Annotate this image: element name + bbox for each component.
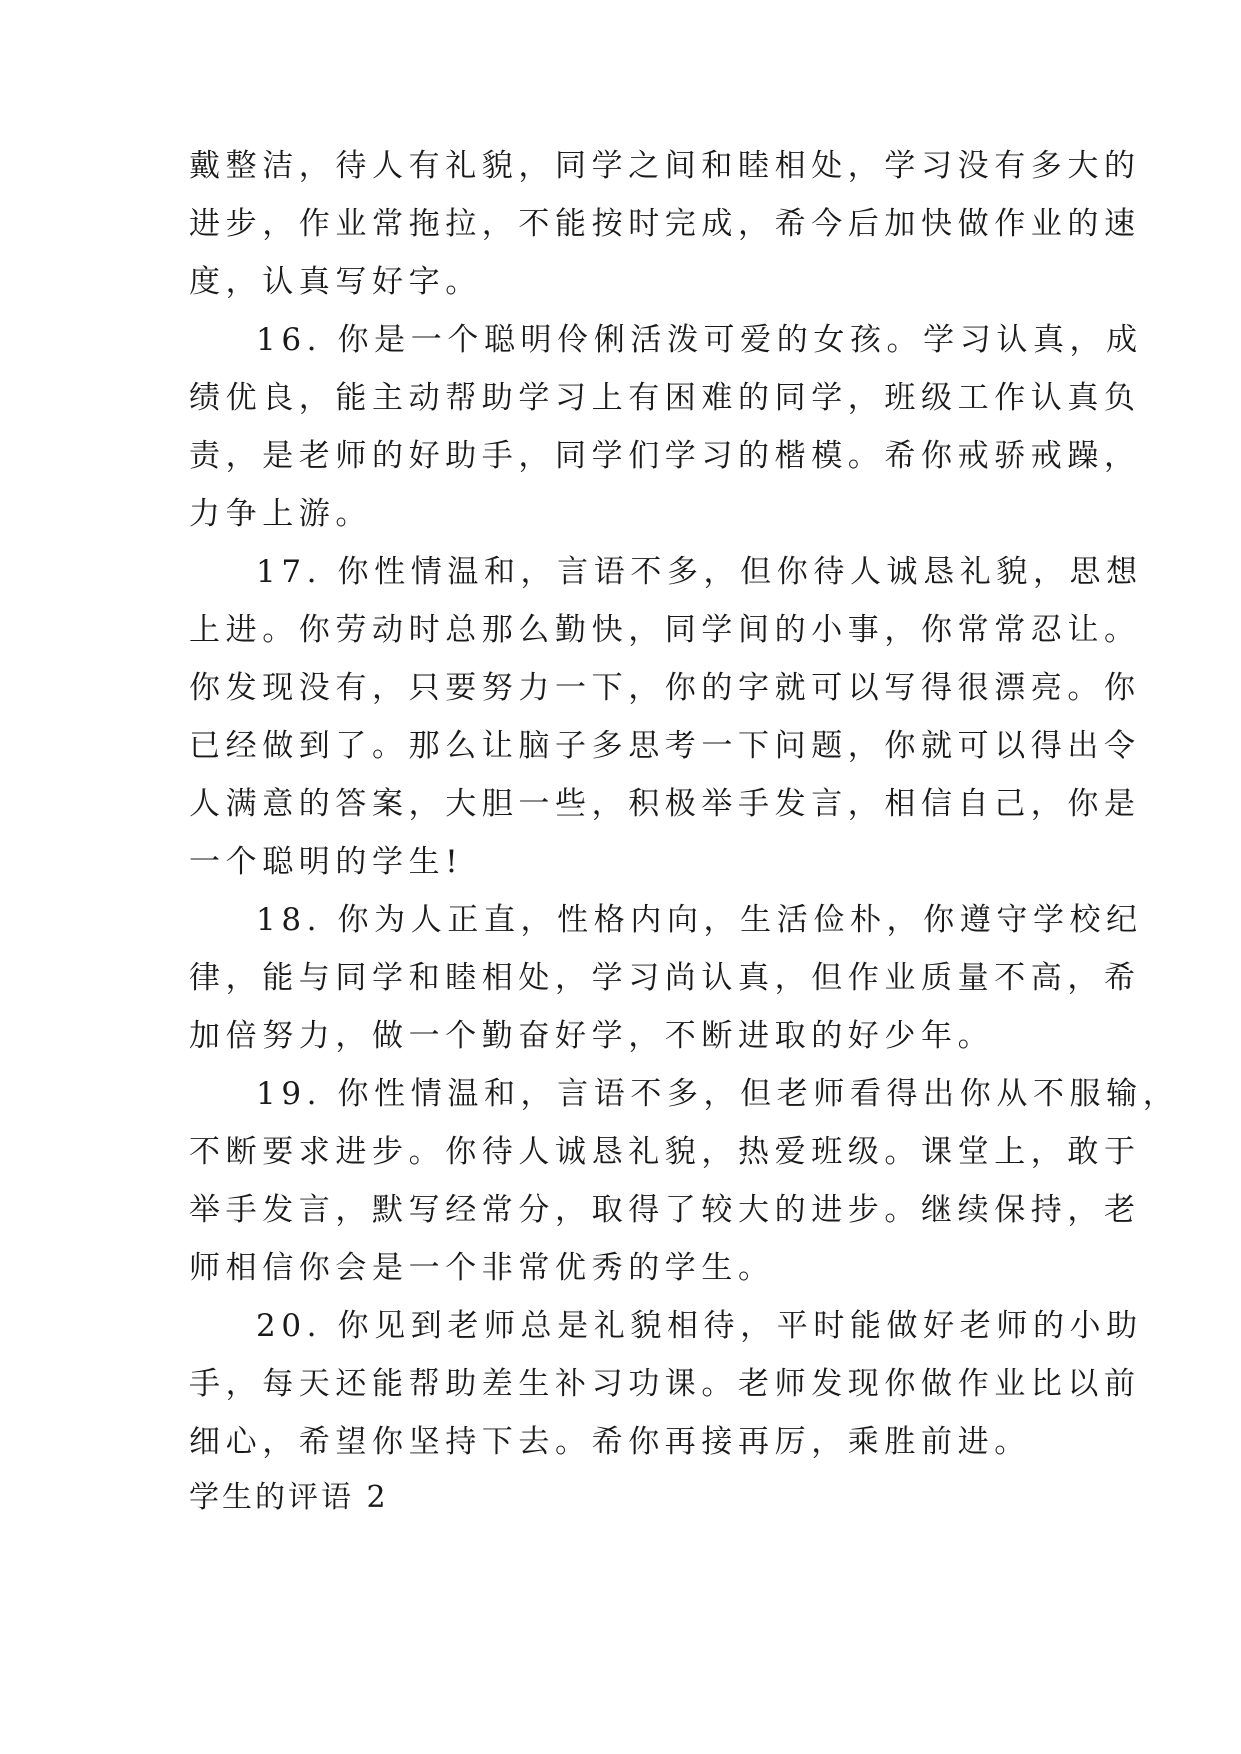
paragraph-line: 绩优良，能主动帮助学习上有困难的同学，班级工作认真负 [189,380,1141,416]
paragraph-line: 19. 你性情温和，言语不多，但老师看得出你从不服输， [256,1076,1180,1112]
section-heading: 学生的评语 2 [189,1480,389,1515]
paragraph-line: 上进。你劳动时总那么勤快，同学间的小事，你常常忍让。 [189,612,1141,648]
paragraph-line: 不断要求进步。你待人诚恳礼貌，热爱班级。课堂上，敢于 [189,1134,1141,1170]
paragraph-line: 力争上游。 [189,496,372,532]
paragraph-line: 举手发言，默写经常分，取得了较大的进步。继续保持，老 [189,1192,1141,1228]
paragraph-line: 18. 你为人正直，性格内向，生活俭朴，你遵守学校纪 [256,902,1143,938]
paragraph-line: 律，能与同学和睦相处，学习尚认真，但作业质量不高，希 [189,960,1141,996]
paragraph-line: 进步，作业常拖拉，不能按时完成，希今后加快做作业的速 [189,206,1141,242]
paragraph-line: 细心，希望你坚持下去。希你再接再厉，乘胜前进。 [189,1424,1031,1460]
paragraph-line: 20. 你见到老师总是礼貌相待，平时能做好老师的小助 [256,1308,1143,1344]
paragraph-line: 一个聪明的学生! [189,844,464,880]
paragraph-line: 17. 你性情温和，言语不多，但你待人诚恳礼貌，思想 [256,554,1143,590]
paragraph-line: 已经做到了。那么让脑子多思考一下问题，你就可以得出令 [189,728,1141,764]
paragraph-line: 度，认真写好字。 [189,264,482,300]
paragraph-line: 人满意的答案，大胆一些，积极举手发言，相信自己，你是 [189,786,1141,822]
paragraph-line: 16. 你是一个聪明伶俐活泼可爱的女孩。学习认真，成 [256,322,1143,358]
paragraph-line: 责，是老师的好助手，同学们学习的楷模。希你戒骄戒躁， [189,438,1141,474]
paragraph-line: 加倍努力，做一个勤奋好学，不断进取的好少年。 [189,1018,995,1054]
paragraph-line: 手，每天还能帮助差生补习功课。老师发现你做作业比以前 [189,1366,1141,1402]
paragraph-line: 你发现没有，只要努力一下，你的字就可以写得很漂亮。你 [189,670,1141,706]
paragraph-line: 师相信你会是一个非常优秀的学生。 [189,1250,775,1286]
paragraph-line: 戴整洁，待人有礼貌，同学之间和睦相处，学习没有多大的 [189,148,1141,184]
